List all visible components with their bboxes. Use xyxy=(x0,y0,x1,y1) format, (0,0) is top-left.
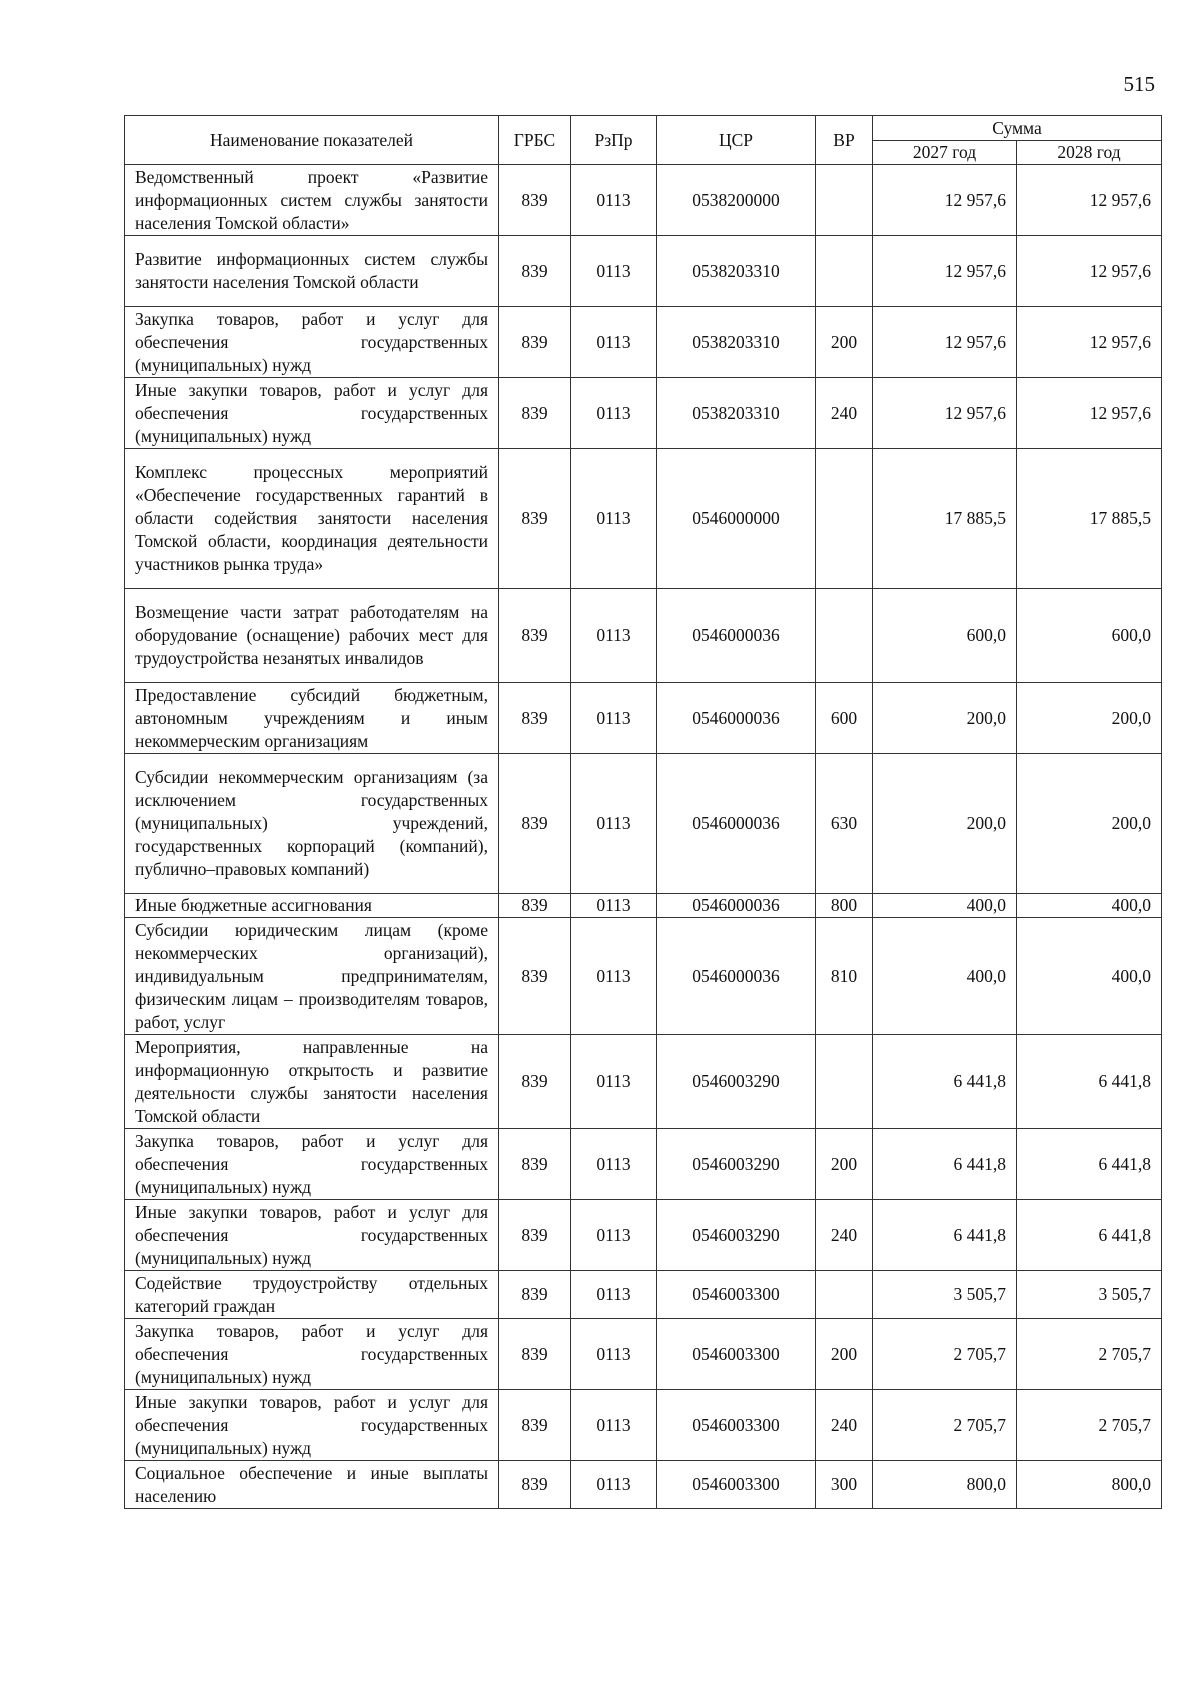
table-header xyxy=(125,116,1162,165)
row-name: Субсидии некоммерческим организациям (за исключением государственных (муниципальных) учреждений, государственных корпораций (компаний), публично–правовых компаний) xyxy=(125,754,499,894)
row-sum-2027: 6 441,8 xyxy=(873,1035,1017,1129)
row-name: Иные закупки товаров, работ и услуг для обеспечения государственных (муниципальных) нужд xyxy=(125,1200,499,1271)
header-rzpr: РзПр xyxy=(571,116,657,165)
table-row xyxy=(125,918,1162,1035)
row-csr: 0546000036 xyxy=(657,894,816,918)
table-row xyxy=(125,1271,1162,1319)
header-name: Наименование показателей xyxy=(125,116,499,165)
row-sum-2027: 12 957,6 xyxy=(873,236,1017,307)
table-row xyxy=(125,165,1162,236)
row-sum-2027: 17 885,5 xyxy=(873,449,1017,589)
table-row xyxy=(125,1035,1162,1129)
row-rzpr: 0113 xyxy=(571,918,657,1035)
table-row xyxy=(125,378,1162,449)
table-row xyxy=(125,1200,1162,1271)
table-row xyxy=(125,1319,1162,1390)
row-csr: 0538200000 xyxy=(657,165,816,236)
table-row xyxy=(125,307,1162,378)
row-sum-2028: 6 441,8 xyxy=(1017,1035,1162,1129)
row-rzpr: 0113 xyxy=(571,307,657,378)
row-sum-2027: 2 705,7 xyxy=(873,1390,1017,1461)
row-name: Ведомственный проект «Развитие информационных систем службы занятости населения Томской области» xyxy=(125,165,499,236)
table-row xyxy=(125,589,1162,683)
row-vr: 240 xyxy=(816,1390,873,1461)
row-grbs: 839 xyxy=(499,1271,571,1319)
row-sum-2028: 400,0 xyxy=(1017,918,1162,1035)
row-name: Иные закупки товаров, работ и услуг для обеспечения государственных (муниципальных) нужд xyxy=(125,378,499,449)
row-sum-2028: 6 441,8 xyxy=(1017,1129,1162,1200)
row-name: Социальное обеспечение и иные выплаты населению xyxy=(125,1461,499,1509)
header-year-2027: 2027 год xyxy=(873,141,1017,165)
row-sum-2027: 200,0 xyxy=(873,683,1017,754)
row-name: Субсидии юридическим лицам (кроме некоммерческих организаций), индивидуальным предпринимателям, физическим лицам – производителям товаров, работ, услуг xyxy=(125,918,499,1035)
row-grbs: 839 xyxy=(499,1035,571,1129)
row-rzpr: 0113 xyxy=(571,1200,657,1271)
row-sum-2027: 6 441,8 xyxy=(873,1200,1017,1271)
row-sum-2027: 3 505,7 xyxy=(873,1271,1017,1319)
row-vr: 300 xyxy=(816,1461,873,1509)
row-rzpr: 0113 xyxy=(571,589,657,683)
row-sum-2027: 6 441,8 xyxy=(873,1129,1017,1200)
row-csr: 0546000036 xyxy=(657,918,816,1035)
row-vr xyxy=(816,1035,873,1129)
row-rzpr: 0113 xyxy=(571,1129,657,1200)
row-name: Иные бюджетные ассигнования xyxy=(125,894,499,918)
row-grbs: 839 xyxy=(499,918,571,1035)
row-rzpr: 0113 xyxy=(571,754,657,894)
row-name: Возмещение части затрат работодателям на оборудование (оснащение) рабочих мест для трудоустройства незанятых инвалидов xyxy=(125,589,499,683)
header-year-2028: 2028 год xyxy=(1017,141,1162,165)
table-row xyxy=(125,754,1162,894)
row-rzpr: 0113 xyxy=(571,1461,657,1509)
row-rzpr: 0113 xyxy=(571,1271,657,1319)
table-row xyxy=(125,683,1162,754)
row-csr: 0546003300 xyxy=(657,1390,816,1461)
row-sum-2027: 2 705,7 xyxy=(873,1319,1017,1390)
header-vr: ВР xyxy=(816,116,873,165)
table-body xyxy=(125,165,1162,1509)
row-csr: 0546003300 xyxy=(657,1271,816,1319)
row-grbs: 839 xyxy=(499,1319,571,1390)
row-grbs: 839 xyxy=(499,449,571,589)
table-row xyxy=(125,449,1162,589)
row-csr: 0546003300 xyxy=(657,1319,816,1390)
row-grbs: 839 xyxy=(499,1461,571,1509)
row-sum-2028: 12 957,6 xyxy=(1017,378,1162,449)
row-rzpr: 0113 xyxy=(571,1035,657,1129)
row-vr: 200 xyxy=(816,1129,873,1200)
row-sum-2028: 12 957,6 xyxy=(1017,165,1162,236)
row-grbs: 839 xyxy=(499,165,571,236)
row-vr: 800 xyxy=(816,894,873,918)
row-name: Развитие информационных систем службы занятости населения Томской области xyxy=(125,236,499,307)
row-vr: 810 xyxy=(816,918,873,1035)
row-vr xyxy=(816,1271,873,1319)
row-sum-2027: 400,0 xyxy=(873,918,1017,1035)
row-vr: 200 xyxy=(816,1319,873,1390)
row-rzpr: 0113 xyxy=(571,683,657,754)
row-grbs: 839 xyxy=(499,754,571,894)
row-vr: 630 xyxy=(816,754,873,894)
row-sum-2028: 600,0 xyxy=(1017,589,1162,683)
row-grbs: 839 xyxy=(499,236,571,307)
row-grbs: 839 xyxy=(499,683,571,754)
row-sum-2028: 2 705,7 xyxy=(1017,1390,1162,1461)
row-name: Закупка товаров, работ и услуг для обеспечения государственных (муниципальных) нужд xyxy=(125,1319,499,1390)
table-row xyxy=(125,1129,1162,1200)
row-vr: 200 xyxy=(816,307,873,378)
header-sum: Сумма xyxy=(873,116,1162,141)
row-vr xyxy=(816,449,873,589)
row-csr: 0538203310 xyxy=(657,307,816,378)
row-grbs: 839 xyxy=(499,589,571,683)
row-name: Предоставление субсидий бюджетным, автономным учреждениям и иным некоммерческим организациям xyxy=(125,683,499,754)
row-sum-2028: 200,0 xyxy=(1017,754,1162,894)
row-csr: 0538203310 xyxy=(657,378,816,449)
row-csr: 0546000036 xyxy=(657,589,816,683)
row-csr: 0546000036 xyxy=(657,754,816,894)
row-grbs: 839 xyxy=(499,894,571,918)
row-vr xyxy=(816,165,873,236)
row-sum-2028: 800,0 xyxy=(1017,1461,1162,1509)
row-csr: 0546003290 xyxy=(657,1035,816,1129)
row-grbs: 839 xyxy=(499,378,571,449)
row-sum-2027: 400,0 xyxy=(873,894,1017,918)
row-sum-2027: 12 957,6 xyxy=(873,307,1017,378)
row-csr: 0546000036 xyxy=(657,683,816,754)
table-row xyxy=(125,1461,1162,1509)
row-sum-2028: 200,0 xyxy=(1017,683,1162,754)
row-vr: 240 xyxy=(816,1200,873,1271)
row-sum-2028: 400,0 xyxy=(1017,894,1162,918)
row-rzpr: 0113 xyxy=(571,894,657,918)
header-grbs: ГРБС xyxy=(499,116,571,165)
row-sum-2027: 200,0 xyxy=(873,754,1017,894)
row-csr: 0538203310 xyxy=(657,236,816,307)
row-rzpr: 0113 xyxy=(571,449,657,589)
row-csr: 0546003290 xyxy=(657,1200,816,1271)
row-name: Мероприятия, направленные на информационную открытость и развитие деятельности службы занятости населения Томской области xyxy=(125,1035,499,1129)
row-name: Содействие трудоустройству отдельных категорий граждан xyxy=(125,1271,499,1319)
header-csr: ЦСР xyxy=(657,116,816,165)
row-name: Иные закупки товаров, работ и услуг для обеспечения государственных (муниципальных) нужд xyxy=(125,1390,499,1461)
row-csr: 0546000000 xyxy=(657,449,816,589)
row-csr: 0546003290 xyxy=(657,1129,816,1200)
row-grbs: 839 xyxy=(499,1200,571,1271)
page-number: 515 xyxy=(1123,72,1155,96)
row-sum-2028: 6 441,8 xyxy=(1017,1200,1162,1271)
row-sum-2028: 12 957,6 xyxy=(1017,307,1162,378)
budget-table xyxy=(124,115,1162,1509)
row-sum-2028: 17 885,5 xyxy=(1017,449,1162,589)
row-csr: 0546003300 xyxy=(657,1461,816,1509)
row-rzpr: 0113 xyxy=(571,165,657,236)
row-sum-2028: 2 705,7 xyxy=(1017,1319,1162,1390)
row-name: Закупка товаров, работ и услуг для обеспечения государственных (муниципальных) нужд xyxy=(125,307,499,378)
row-sum-2028: 3 505,7 xyxy=(1017,1271,1162,1319)
table-row xyxy=(125,894,1162,918)
row-name: Комплекс процессных мероприятий «Обеспечение государственных гарантий в области содействия занятости населения Томской области, координация деятельности участников рынка труда» xyxy=(125,449,499,589)
row-sum-2027: 12 957,6 xyxy=(873,378,1017,449)
row-name: Закупка товаров, работ и услуг для обеспечения государственных (муниципальных) нужд xyxy=(125,1129,499,1200)
row-vr xyxy=(816,236,873,307)
table-row xyxy=(125,1390,1162,1461)
row-rzpr: 0113 xyxy=(571,236,657,307)
row-rzpr: 0113 xyxy=(571,1390,657,1461)
row-sum-2027: 12 957,6 xyxy=(873,165,1017,236)
row-grbs: 839 xyxy=(499,1390,571,1461)
row-vr xyxy=(816,589,873,683)
row-sum-2027: 800,0 xyxy=(873,1461,1017,1509)
row-rzpr: 0113 xyxy=(571,378,657,449)
row-vr: 600 xyxy=(816,683,873,754)
row-vr: 240 xyxy=(816,378,873,449)
row-sum-2028: 12 957,6 xyxy=(1017,236,1162,307)
row-rzpr: 0113 xyxy=(571,1319,657,1390)
row-grbs: 839 xyxy=(499,307,571,378)
row-grbs: 839 xyxy=(499,1129,571,1200)
row-sum-2027: 600,0 xyxy=(873,589,1017,683)
table-row xyxy=(125,236,1162,307)
